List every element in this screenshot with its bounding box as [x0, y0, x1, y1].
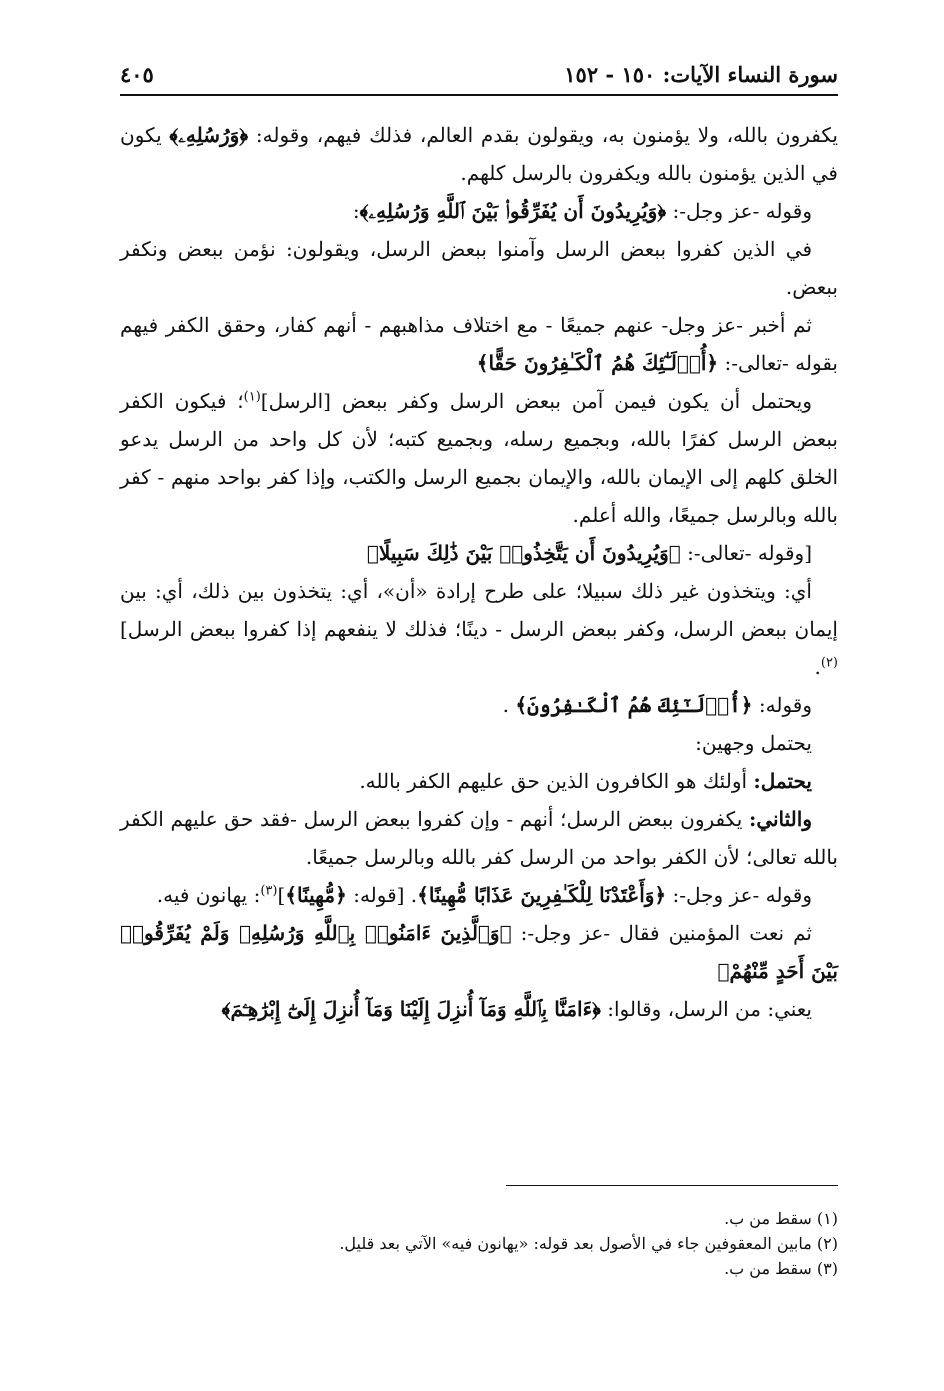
- paragraph: [120, 382, 838, 534]
- text-run: ؛ فيكون الكفر ببعض الرسل كفرًا بالله، وبجميع رسله، وبجميع كتبه؛ لأن كل واحد من الرسل يدعو الخلق كلهم إلى الإيمان بالله، والإيمان بجميع الرسل والكتب، وإذا كفر بواحد منهم - كفر بالله وبالرسل جميعًا، والله أعلم.: [120, 389, 838, 527]
- footnote-ref: (١): [243, 389, 261, 405]
- text-run: يكفرون ببعض الرسل؛ أنهم - وإن كفروا ببعض الرسل -فقد حق عليهم الكفر بالله تعالى؛ لأن الكفر بواحد من الرسل كفر بالله وبالرسل جميعًا.: [120, 807, 838, 869]
- quran-quote: ﴿أُو۟لَـٰٓئِكَ هُمُ ٱلْكَـٰفِرُونَ﴾: [515, 693, 753, 717]
- footnote: (٢) مابين المعقوفين جاء في الأصول بعد قوله: «يهانون فيه» الآتي بعد قليل.: [339, 1234, 838, 1253]
- footnote-divider: [506, 1185, 838, 1186]
- footnote-ref: (٢): [820, 655, 838, 671]
- paragraph: [120, 192, 838, 230]
- text-run: .: [502, 693, 516, 717]
- text-run: يكون في الذين يؤمنون بالله ويكفرون بالرسل كلهم.: [120, 123, 838, 185]
- text-run: يعني: من الرسل، وقالوا:: [600, 997, 812, 1021]
- quran-quote: ﴿ءَامَنَّا بِٱللَّهِ وَمَآ أُنزِلَ إِلَيْنَا وَمَآ أُنزِلَ إِلَىٰٓ إِبْرَٰهِـۧمَ﴾: [221, 997, 601, 1021]
- text-run: ثم نعت المؤمنين فقال -عز وجل-:: [511, 921, 813, 945]
- text-run: وقوله -عز وجل-:: [666, 883, 812, 907]
- paragraph: [120, 800, 838, 876]
- paragraph: [120, 686, 838, 724]
- main-text: [120, 116, 838, 1028]
- footnote: (٣) سقط من ب.: [724, 1259, 838, 1278]
- quran-quote: ﴿وَيُرِيدُونَ أَن يُفَرِّقُوا۟ بَيْنَ ٱللَّهِ وَرُسُلِهِۦ﴾: [359, 199, 667, 223]
- text-run: ثم أخبر -عز وجل- عنهم جميعًا - مع اختلاف مذاهبهم - أنهم كفار، وحقق الكفر فيهم بقوله -تعالى-:: [120, 313, 838, 375]
- quran-quote: ﴿وَٱلَّذِينَ ءَامَنُوا۟ بِٱللَّهِ وَرُسُلِهِۦ وَلَمْ يُفَرِّقُوا۟ بَيْنَ أَحَدٍ مِّنْهُمْ﴾: [120, 921, 838, 983]
- text-run: وقوله -عز وجل-:: [666, 199, 812, 223]
- quran-quote: ﴿أُو۟لَـٰٓئِكَ هُمُ ٱلْكَـٰفِرُونَ حَقًّا﴾: [476, 351, 719, 375]
- page-number: ٤٠٥: [120, 62, 154, 87]
- quran-quote: ﴿وَرُسُلِهِۦ﴾: [169, 123, 249, 147]
- quran-quote: ﴿مُّهِينًا﴾: [285, 883, 347, 907]
- point-label: والثاني:: [748, 807, 812, 831]
- text-run: :: [352, 199, 360, 223]
- text-run: .: [814, 655, 821, 679]
- paragraph: في الذين كفروا ببعض الرسل وآمنوا ببعض الرسل، ويقولون: نؤمن ببعض ونكفر ببعض.: [120, 237, 838, 299]
- quran-quote: ﴿وَيُرِيدُونَ أَن يَتَّخِذُوا۟ بَيْنَ ذَٰلِكَ سَبِيلًا﴾: [366, 541, 681, 565]
- paragraph: [120, 534, 838, 572]
- footnotes: [120, 1206, 838, 1281]
- paragraph: [120, 990, 838, 1028]
- surah-title: سورة النساء الآيات: ١٥٠ - ١٥٢: [564, 62, 838, 87]
- footnote-ref: (٣): [260, 883, 278, 899]
- paragraph: [120, 306, 838, 382]
- text-run: ويحتمل أن يكون فيمن آمن ببعض الرسل وكفر ببعض [الرسل]: [260, 389, 812, 413]
- running-header: [120, 60, 838, 96]
- quran-quote: ﴿وَأَعْتَدْنَا لِلْكَـٰفِرِينَ عَذَابًا مُّهِينًا﴾: [417, 883, 667, 907]
- paragraph: [120, 914, 838, 990]
- text-run: يكفرون بالله، ولا يؤمنون به، ويقولون بقدم العالم، فذلك فيهم، وقوله:: [248, 123, 838, 147]
- footnote: (١) سقط من ب.: [724, 1209, 838, 1228]
- paragraph: يحتمل وجهين:: [695, 731, 812, 755]
- text-run: [وقوله -تعالى-:: [680, 541, 812, 565]
- text-run: أي: ويتخذون غير ذلك سبيلا؛ على طرح إرادة «أن»، أي: يتخذون بين ذلك، أي: بين إيمان ببعض الرسل، وكفر ببعض الرسل - دينًا؛ فذلك لا ينفعهم إذا كفروا ببعض الرسل]: [120, 579, 838, 641]
- paragraph: [120, 876, 838, 914]
- text-run: أولئك هو الكافرون الذين حق عليهم الكفر بالله.: [359, 769, 754, 793]
- text-run: وقوله:: [752, 693, 812, 717]
- point-label: يحتمل:: [753, 769, 812, 793]
- paragraph: [120, 116, 838, 192]
- text-run: : يهانون فيه.: [156, 883, 261, 907]
- paragraph: [120, 762, 838, 800]
- text-run: ]: [277, 883, 286, 907]
- text-run: . [قوله:: [346, 883, 418, 907]
- paragraph: [120, 572, 838, 686]
